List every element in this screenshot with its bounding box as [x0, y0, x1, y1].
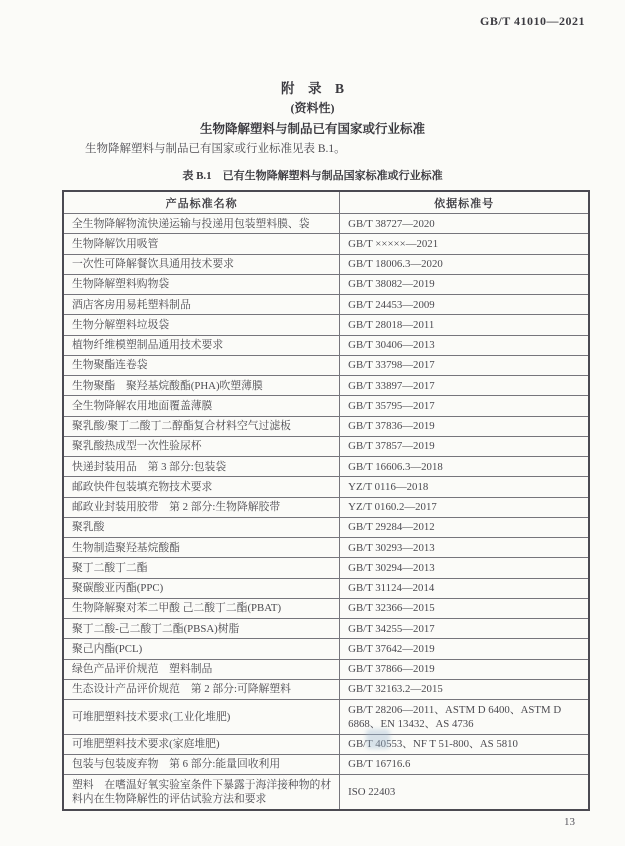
standard-number-cell: GB/T 33897—2017: [340, 376, 589, 396]
table-row: [63, 639, 589, 659]
product-name-cell: 全生物降解物流快递运输与投递用包装塑料膜、袋: [63, 214, 340, 234]
product-name-cell: 包装与包装废弃物 第 6 部分:能量回收利用: [63, 754, 340, 774]
standard-number-cell: GB/T 32366—2015: [340, 598, 589, 618]
table-row: [63, 214, 589, 234]
product-name-cell: 生物聚酯连卷袋: [63, 355, 340, 375]
product-name-cell: 生物制造聚羟基烷酸酯: [63, 538, 340, 558]
product-name-cell: 生物分解塑料垃圾袋: [63, 315, 340, 335]
table-row: [63, 538, 589, 558]
product-name-cell: 聚丁二酸丁二酯: [63, 558, 340, 578]
table-row: [63, 517, 589, 537]
table-row: [63, 355, 589, 375]
table-row: [63, 477, 589, 497]
product-name-cell: 生物降解饮用吸管: [63, 234, 340, 254]
product-name-cell: 聚己内酯(PCL): [63, 639, 340, 659]
product-name-cell: 聚丁二酸-己二酸丁二酯(PBSA)树脂: [63, 619, 340, 639]
product-name-cell: 生物降解聚对苯二甲酸 己二酸丁二酯(PBAT): [63, 598, 340, 618]
standard-number-cell: GB/T 35795—2017: [340, 396, 589, 416]
standard-number-cell: GB/T ×××××—2021: [340, 234, 589, 254]
table-row: [63, 700, 589, 735]
product-name-cell: 可堆肥塑料技术要求(工业化堆肥): [63, 700, 340, 735]
table-row: [63, 619, 589, 639]
standard-number-cell: GB/T 18006.3—2020: [340, 254, 589, 274]
doc-number: GB/T 41010—2021: [480, 14, 585, 28]
column-header-standard-number: 依据标准号: [340, 191, 589, 214]
appendix-title: 附 录 B: [280, 81, 344, 96]
table-row: [63, 734, 589, 754]
page-number: 13: [564, 816, 575, 828]
table-row: [63, 659, 589, 679]
product-name-cell: 邮政快件包装填充物技术要求: [63, 477, 340, 497]
standard-number-cell: GB/T 29284—2012: [340, 517, 589, 537]
product-name-cell: 可堆肥塑料技术要求(家庭堆肥): [63, 734, 340, 754]
standard-number-cell: GB/T 32163.2—2015: [340, 679, 589, 699]
standard-number-cell: GB/T 31124—2014: [340, 578, 589, 598]
standard-number-cell: YZ/T 0160.2—2017: [340, 497, 589, 517]
product-name-cell: 邮政业封装用胶带 第 2 部分:生物降解胶带: [63, 497, 340, 517]
standard-number-cell: GB/T 33798—2017: [340, 355, 589, 375]
product-name-cell: 生物聚酯 聚羟基烷酸酯(PHA)吹塑薄膜: [63, 376, 340, 396]
standard-number-cell: YZ/T 0116—2018: [340, 477, 589, 497]
standard-number-cell: GB/T 30293—2013: [340, 538, 589, 558]
standard-number-cell: GB/T 16716.6: [340, 754, 589, 774]
standard-number-cell: GB/T 38082—2019: [340, 274, 589, 294]
standard-number-cell: GB/T 40553、NF T 51-800、AS 5810: [340, 734, 589, 754]
table-row: [63, 679, 589, 699]
appendix-subtitle: (资料性): [290, 101, 335, 115]
column-header-product-name: 产品标准名称: [63, 191, 340, 214]
standard-number-cell: GB/T 30406—2013: [340, 335, 589, 355]
table-row: [63, 234, 589, 254]
table-row: [63, 497, 589, 517]
table-row: [63, 457, 589, 477]
standard-number-cell: GB/T 37866—2019: [340, 659, 589, 679]
standard-number-cell: GB/T 37836—2019: [340, 416, 589, 436]
product-name-cell: 生物降解塑料购物袋: [63, 274, 340, 294]
table-row: [63, 335, 589, 355]
standard-number-cell: GB/T 30294—2013: [340, 558, 589, 578]
table-row: [63, 578, 589, 598]
standards-table-body: [63, 214, 589, 810]
intro-paragraph: 生物降解塑料与制品已有国家或行业标准见表 B.1。: [85, 143, 346, 155]
standard-number-cell: GB/T 38727—2020: [340, 214, 589, 234]
product-name-cell: 植物纤维模塑制品通用技术要求: [63, 335, 340, 355]
table-row: [63, 598, 589, 618]
standard-number-cell: ISO 22403: [340, 775, 589, 810]
table-row: [63, 376, 589, 396]
table-row: [63, 295, 589, 315]
table-row: [63, 436, 589, 456]
product-name-cell: 绿色产品评价规范 塑料制品: [63, 659, 340, 679]
product-name-cell: 酒店客房用易耗塑料制品: [63, 295, 340, 315]
table-row: [63, 416, 589, 436]
table-row: [63, 775, 589, 810]
product-name-cell: 聚乳酸热成型一次性验尿杯: [63, 436, 340, 456]
table-row: [63, 315, 589, 335]
table-row: [63, 558, 589, 578]
appendix-heading: 生物降解塑料与制品已有国家或行业标准: [199, 122, 425, 136]
table-row: [63, 274, 589, 294]
standard-number-cell: GB/T 37857—2019: [340, 436, 589, 456]
standard-number-cell: GB/T 28206—2011、ASTM D 6400、ASTM D 6868、EN 13432、AS 4736: [340, 700, 589, 735]
standard-number-cell: GB/T 24453—2009: [340, 295, 589, 315]
standards-table: [62, 190, 590, 811]
standard-number-cell: GB/T 34255—2017: [340, 619, 589, 639]
standard-number-cell: GB/T 28018—2011: [340, 315, 589, 335]
standard-number-cell: GB/T 37642—2019: [340, 639, 589, 659]
table-row: [63, 254, 589, 274]
product-name-cell: 聚碳酸亚丙酯(PPC): [63, 578, 340, 598]
scan-watermark-smudge: [366, 729, 390, 749]
product-name-cell: 生态设计产品评价规范 第 2 部分:可降解塑料: [63, 679, 340, 699]
product-name-cell: 全生物降解农用地面覆盖薄膜: [63, 396, 340, 416]
product-name-cell: 塑料 在嗜温好氧实验室条件下暴露于海洋接种物的材料内在生物降解性的评估试验方法和要求: [63, 775, 340, 810]
table-row: [63, 396, 589, 416]
table-row: [63, 754, 589, 774]
product-name-cell: 快递封装用品 第 3 部分:包装袋: [63, 457, 340, 477]
product-name-cell: 聚乳酸/聚丁二酸丁二醇酯复合材料空气过滤板: [63, 416, 340, 436]
table-header-row: [63, 191, 589, 214]
product-name-cell: 一次性可降解餐饮具通用技术要求: [63, 254, 340, 274]
product-name-cell: 聚乳酸: [63, 517, 340, 537]
table-caption: 表 B.1 已有生物降解塑料与制品国家标准或行业标准: [182, 170, 443, 182]
standard-number-cell: GB/T 16606.3—2018: [340, 457, 589, 477]
